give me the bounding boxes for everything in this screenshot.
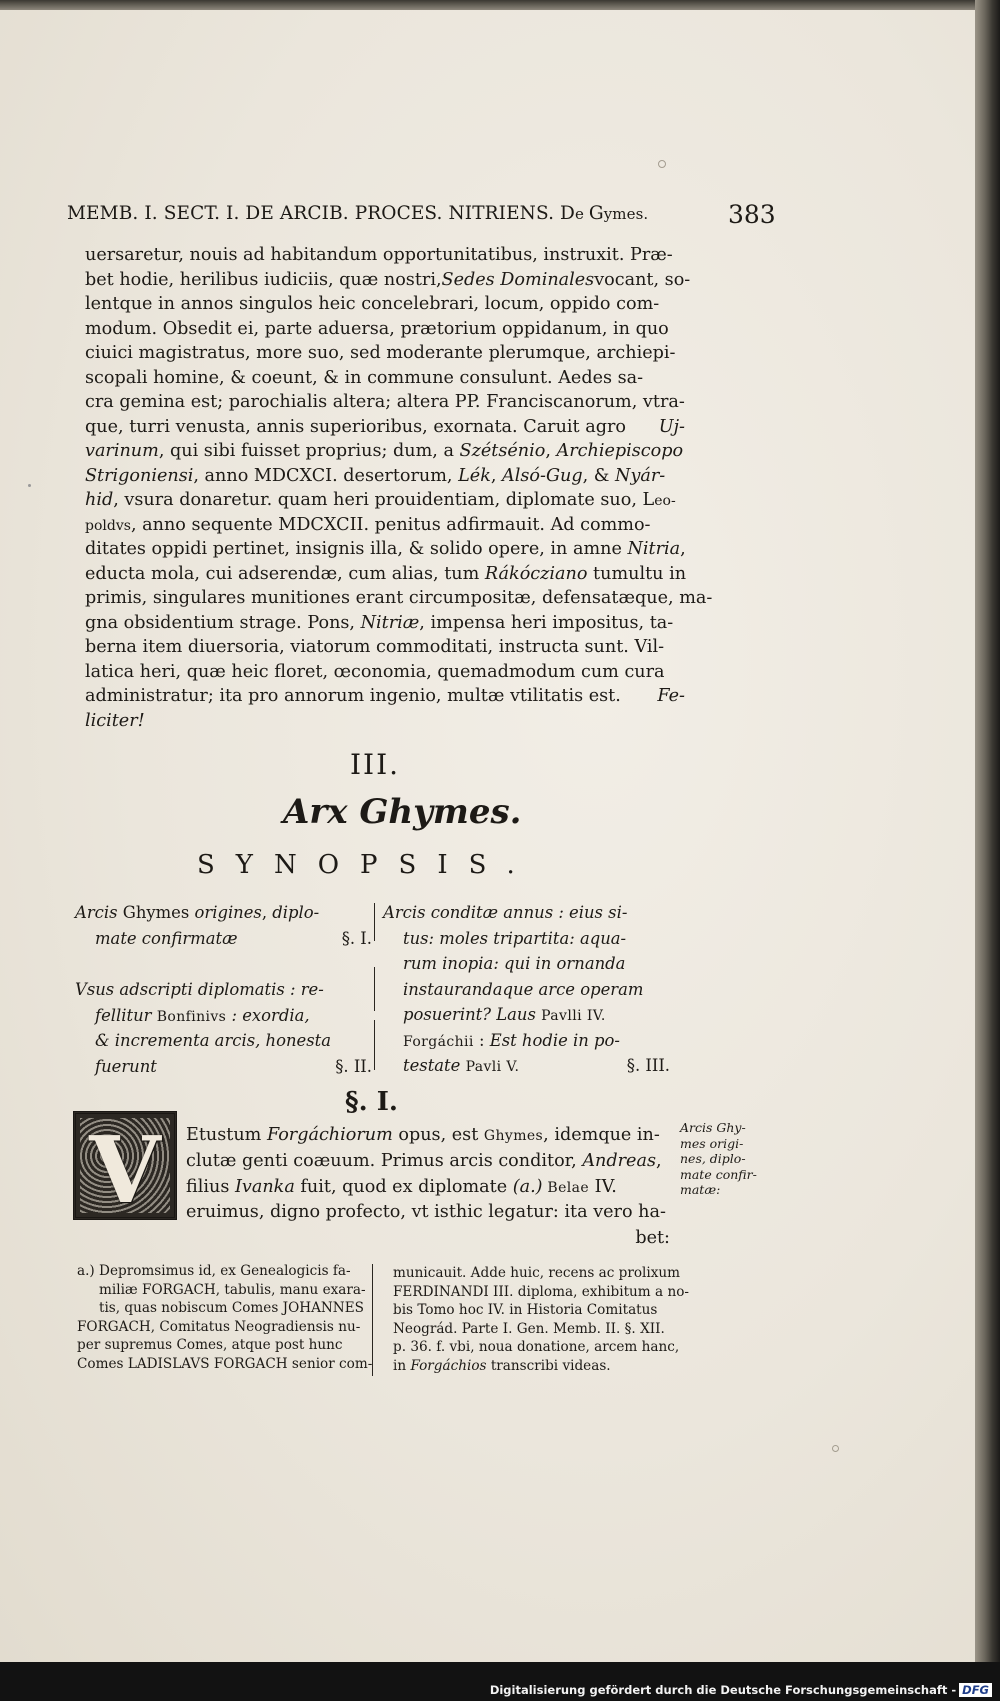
- footnote-divider: [372, 1264, 373, 1376]
- synopsis-entry-1: Arcis Ghymes origines, diplo- mate confirmatæ §. I.: [75, 903, 372, 948]
- text-line: bet hodie, herilibus iudiciis, quæ nostri, Sedes Dominales vocant, so-: [85, 269, 691, 290]
- dfg-logo: DFG: [959, 1683, 992, 1697]
- section-number: III.: [350, 748, 401, 781]
- book-spine-edge: [975, 0, 1000, 1701]
- page-number: 383: [728, 200, 776, 229]
- paper-blemish: [28, 484, 31, 487]
- text-line: que, turri venusta, annis superioribus, exornata. Caruit agro Uj-: [85, 416, 685, 437]
- text-line: uersaretur, nouis ad habitandum opportunitatibus, instruxit. Præ-: [85, 245, 673, 265]
- text-line: cra gemina est; parochialis altera; altera PP. Franciscanorum, vtra-: [85, 392, 685, 412]
- text-line: liciter!: [85, 710, 145, 731]
- text-line: ditates oppidi pertinet, insignis illa, & solido opere, in amne Nitria,: [85, 539, 686, 559]
- text-line: eruimus, digno profecto, vt isthic legatur: ita vero ha-: [186, 1202, 666, 1223]
- text-line: hid, vsura donaretur. quam heri prouidentiam, diplomate suo, Leo-: [85, 490, 676, 510]
- synopsis-entry-2: Vsus adscripti diplomatis : re- fellitur Bonfinivs : exordia, & incrementa arcis, honesta fuerunt §. II.: [75, 980, 372, 1076]
- synopsis-divider: [374, 967, 375, 1011]
- synopsis-divider: [374, 903, 375, 941]
- body-text: [85, 243, 713, 733]
- text-line: bet:: [635, 1228, 670, 1249]
- text-line: lentque in annos singulos heic concelebrari, locum, oppido com-: [85, 294, 660, 314]
- running-head: MEMB. I. SECT. I. DE ARCIB. PROCES. NITRIENS. De Gymes.: [67, 203, 649, 224]
- text-line: ciuici magistratus, more suo, sed moderante plerumque, archiepi-: [85, 343, 676, 363]
- footnote-left: a.) Depromsimus id, ex Genealogicis fa- miliæ FORGACH, tabulis, manu exara- tis, quas nobiscum Comes JOHANNES FORGACH, Comitatus Neogradiensis nu- per supremus Comes, atque post hunc Comes LADISLAVS FORGACH senior com-: [77, 1263, 373, 1372]
- digitization-credit: Digitalisierung gefördert durch die Deutsche Forschungsgemeinschaft - DFG: [490, 1683, 992, 1697]
- section-title: Arx Ghymes.: [283, 792, 522, 832]
- text-line: administratur; ita pro annorum ingenio, multæ vtilitatis est. Fe-: [85, 686, 685, 706]
- text-line: clutæ genti coæuum. Primus arcis conditor, Andreas,: [186, 1150, 662, 1171]
- synopsis-heading: SYNOPSIS.: [197, 850, 536, 880]
- text-line: scopali homine, & coeunt, & in commune consulunt. Aedes sa-: [85, 367, 644, 388]
- paper-blemish: [658, 160, 666, 168]
- text-line: berna item diuersoria, viatorum commoditati, instructa sunt. Vil-: [85, 637, 665, 657]
- paragraph-text: [186, 1123, 670, 1252]
- marginal-note: Arcis Ghy- mes origi- nes, diplo- mate confir- matæ:: [680, 1120, 757, 1197]
- text-line: educta mola, cui adserendæ, cum alias, tum Rákócziano tumultu in: [85, 563, 687, 584]
- text-line: Strigoniensi, anno MDCXCI. desertorum, Lék, Alsó-Gug, & Nyár-: [85, 465, 666, 486]
- text-line: varinum, qui sibi fuisset proprius; dum, a Szétsénio, Archiepiscopo: [85, 441, 684, 461]
- synopsis-entry-3: Arcis conditæ annus : eius si- tus: moles tripartita: aqua- rum inopia: qui in ornanda instaurandaque arce operam posuerint? Laus Pavlli IV. Forgáchii : Est hodie in po- testate Pavli V. §. III.: [383, 903, 670, 1075]
- text-line: Etustum Forgáchiorum opus, est Ghymes, idemque in-: [186, 1125, 660, 1145]
- page-top-edge: [0, 0, 1000, 10]
- text-line: primis, singulares munitiones erant circumpositæ, defensatæque, ma-: [85, 588, 713, 608]
- synopsis-divider: [374, 1020, 375, 1070]
- paper-blemish: [832, 1445, 839, 1452]
- text-line: latica heri, quæ heic floret, œconomia, quemadmodum cum cura: [85, 661, 665, 682]
- text-line: filius Ivanka fuit, quod ex diplomate (a.) Belae IV.: [186, 1176, 617, 1197]
- paragraph-sign: §. I.: [345, 1087, 398, 1117]
- text-line: gna obsidentium strage. Pons, Nitriæ, impensa heri impositus, ta-: [85, 612, 674, 633]
- initial-letter: V: [89, 1116, 161, 1220]
- text-line: poldvs, anno sequente MDCXCII. penitus adfirmauit. Ad commo-: [85, 514, 651, 535]
- footnote-right: municauit. Adde huic, recens ac prolixum FERDINANDI III. diploma, exhibitum a no- bis Tomo hoc IV. in Historia Comitatus Neográd. Parte I. Gen. Memb. II. §. XII. p. 36. f. vbi, noua donatione, arcem hanc, in Forgáchios transcribi videas.: [393, 1265, 689, 1374]
- text-line: modum. Obsedit ei, parte aduersa, prætorium oppidanum, in quo: [85, 318, 669, 339]
- decorated-initial-image: [73, 1111, 177, 1220]
